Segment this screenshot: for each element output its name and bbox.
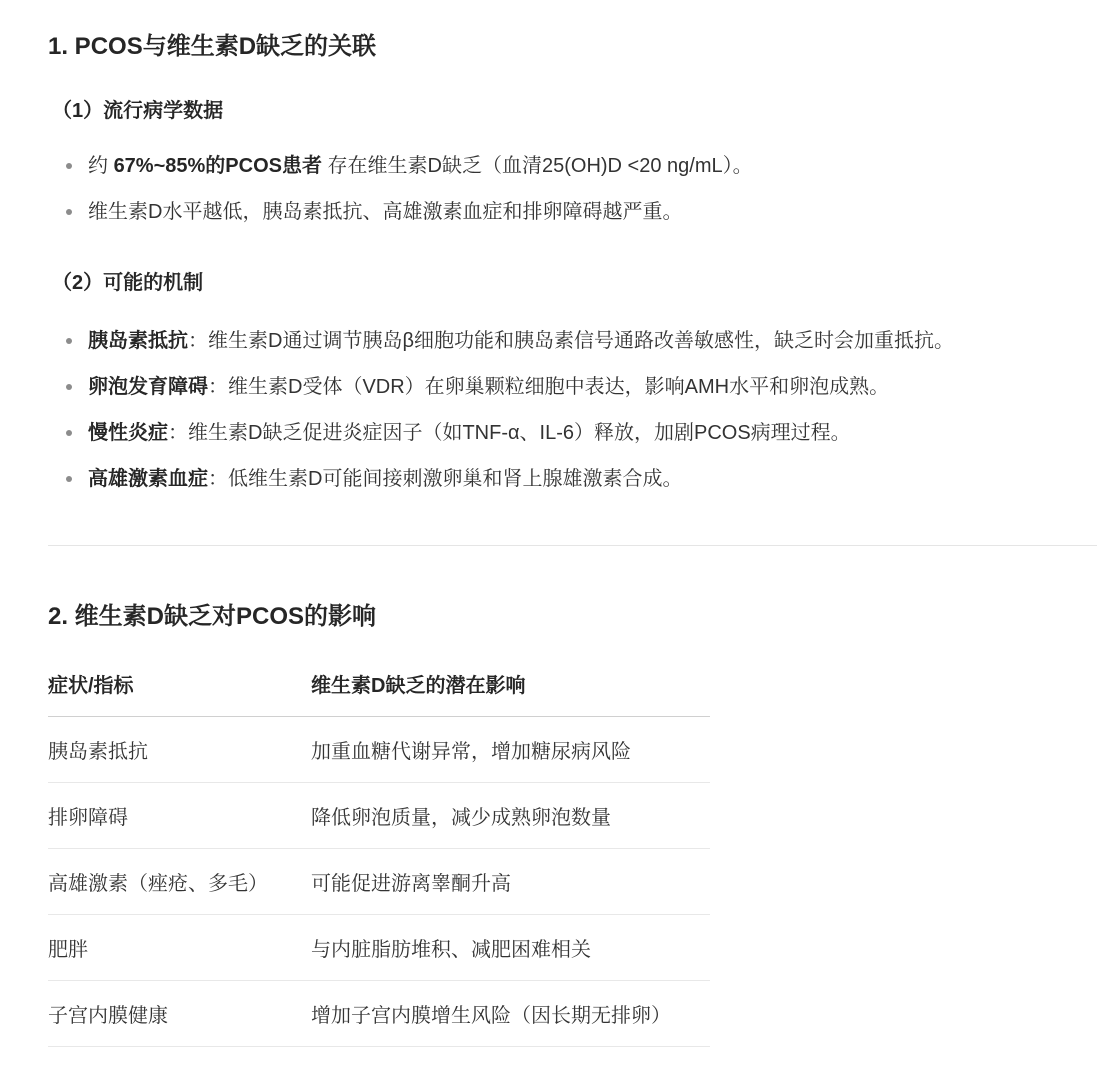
- table-cell-symptom: 肥胖: [48, 915, 311, 981]
- list-item: [48, 410, 1097, 456]
- list-item-text: ：维生素D受体（VDR）在卵巢颗粒细胞中表达，影响AMH水平和卵泡成熟。: [208, 376, 890, 398]
- list-item: [48, 364, 1097, 410]
- bullet-dot-icon: [66, 338, 72, 344]
- list-item-text: 存在维生素D缺乏（血清25(OH)D <20 ng/mL）。: [321, 155, 753, 177]
- table-cell-symptom: 排卵障碍: [48, 783, 311, 849]
- table-cell-impact: 增加子宫内膜增生风险（因长期无排卵）: [311, 981, 710, 1047]
- table-cell-symptom: 子宫内膜健康: [48, 981, 311, 1047]
- table-row: [48, 981, 710, 1047]
- table-header-row: [48, 650, 710, 717]
- table-row: [48, 717, 710, 783]
- table-cell-symptom: 胰岛素抵抗: [48, 717, 311, 783]
- section-1-heading: 1. PCOS与维生素D缺乏的关联: [48, 33, 377, 60]
- list-item-text: ：低维生素D可能间接刺激卵巢和肾上腺雄激素合成。: [208, 468, 683, 490]
- mechanism-list: [48, 318, 1097, 502]
- table-cell-symptom: 高雄激素（痤疮、多毛）: [48, 849, 311, 915]
- list-item: [48, 318, 1097, 364]
- list-item: [48, 143, 1097, 189]
- list-item-bold: 胰岛素抵抗: [88, 330, 188, 352]
- list-item-bold: 67%~85%的PCOS患者: [113, 155, 322, 177]
- section-divider: [48, 545, 1097, 546]
- bullet-dot-icon: [66, 384, 72, 390]
- list-item-text: ：维生素D通过调节胰岛β细胞功能和胰岛素信号通路改善敏感性，缺乏时会加重抵抗。: [188, 330, 954, 352]
- table-cell-impact: 加重血糖代谢异常，增加糖尿病风险: [311, 717, 710, 783]
- subsection-mechanism-heading: （2）可能的机制: [52, 272, 204, 294]
- list-item-prefix: 约: [88, 155, 114, 177]
- table-header-impact: 维生素D缺乏的潜在影响: [311, 650, 710, 717]
- list-item-text: 维生素D水平越低，胰岛素抵抗、高雄激素血症和排卵障碍越严重。: [88, 201, 683, 223]
- table-row: [48, 783, 710, 849]
- list-item-bold: 卵泡发育障碍: [88, 376, 208, 398]
- table-cell-impact: 可能促进游离睾酮升高: [311, 849, 710, 915]
- impact-table: [48, 650, 710, 1047]
- table-cell-impact: 降低卵泡质量，减少成熟卵泡数量: [311, 783, 710, 849]
- subsection-epidemiology-heading: （1）流行病学数据: [52, 100, 224, 122]
- table-row: [48, 849, 710, 915]
- bullet-dot-icon: [66, 209, 72, 215]
- section-2-heading: 2. 维生素D缺乏对PCOS的影响: [48, 603, 377, 630]
- list-item: [48, 456, 1097, 502]
- epidemiology-list: [48, 143, 1097, 235]
- list-item-bold: 高雄激素血症: [88, 468, 208, 490]
- list-item: [48, 189, 1097, 235]
- table-cell-impact: 与内脏脂肪堆积、减肥困难相关: [311, 915, 710, 981]
- bullet-dot-icon: [66, 430, 72, 436]
- table-row: [48, 915, 710, 981]
- bullet-dot-icon: [66, 163, 72, 169]
- bullet-dot-icon: [66, 476, 72, 482]
- list-item-bold: 慢性炎症: [88, 422, 168, 444]
- list-item-text: ：维生素D缺乏促进炎症因子（如TNF-α、IL-6）释放，加剧PCOS病理过程。: [168, 422, 851, 444]
- table-header-symptom: 症状/指标: [48, 650, 311, 717]
